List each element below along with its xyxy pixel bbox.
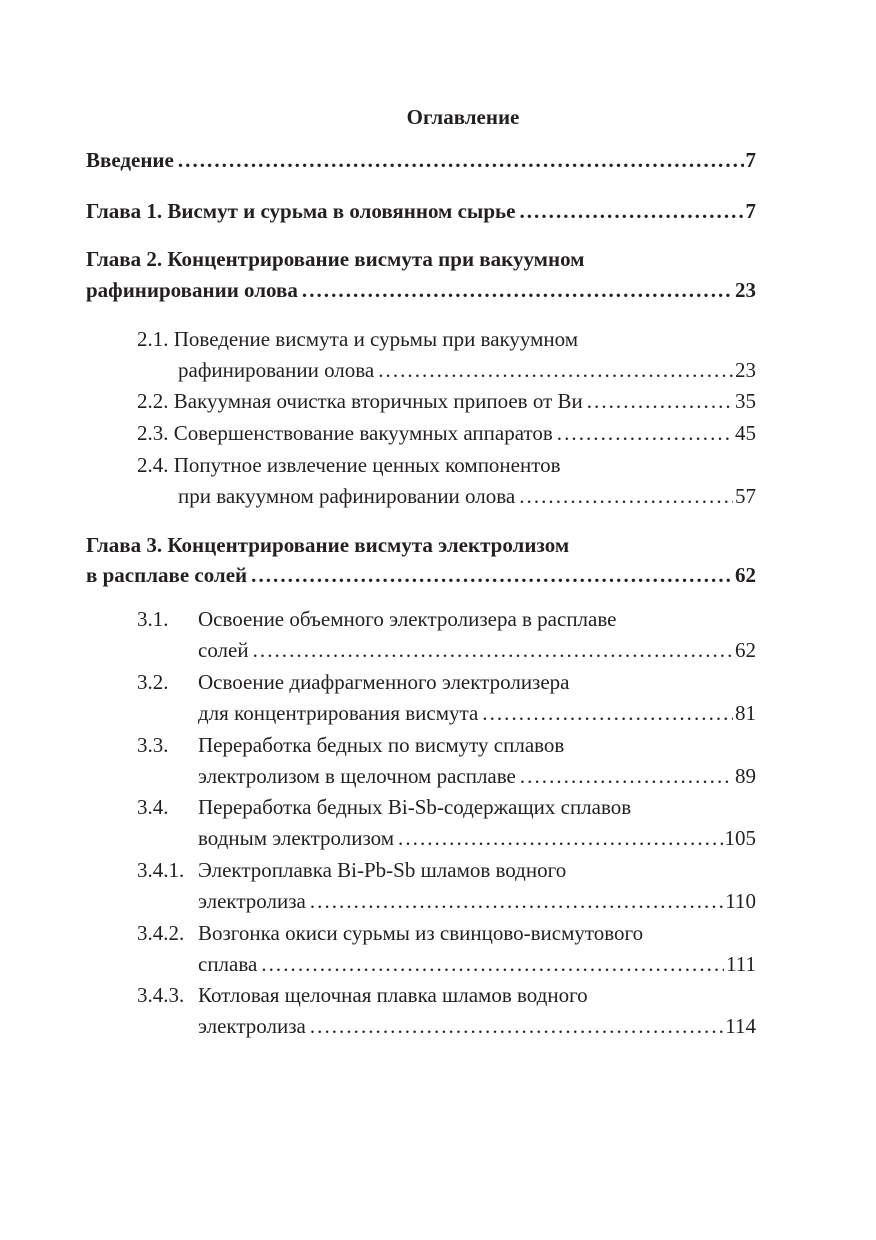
toc-entry-3-1[interactable] xyxy=(137,604,756,634)
toc-entry-3-4-3-cont[interactable] xyxy=(198,1011,756,1041)
toc-page-number: 111 xyxy=(726,952,756,976)
toc-entry-chapter-2[interactable] xyxy=(86,244,756,274)
dot-leader xyxy=(378,355,733,385)
toc-entry-title-cont: водным электролизом xyxy=(198,826,395,850)
toc-entry-2-1[interactable] xyxy=(137,324,756,354)
toc-entry-title-cont: в расплаве солей xyxy=(86,563,248,587)
toc-entry-2-4-cont[interactable] xyxy=(178,481,756,511)
toc-page-number: 114 xyxy=(725,1014,756,1038)
toc-entry-title: Котловая щелочная плавка шламов водного xyxy=(198,983,588,1007)
toc-entry-title: Совершенствование вакуумных аппаратов xyxy=(173,421,553,445)
toc-entry-2-2[interactable] xyxy=(137,386,756,416)
section-number: 2.3. xyxy=(137,421,169,445)
toc-entry-title-cont: электролиза xyxy=(198,1014,306,1038)
toc-page-number: 57 xyxy=(735,484,756,508)
toc-entry-3-4-1[interactable] xyxy=(137,855,756,885)
toc-page-number: 7 xyxy=(745,199,756,223)
toc-entry-title: Глава 1. Висмут и сурьма в оловянном сырье xyxy=(86,199,516,223)
toc-entry-2-4[interactable] xyxy=(137,450,756,480)
toc-entry-title: Возгонка окиси сурьмы из свинцово-висмутового xyxy=(198,921,644,945)
toc-entry-3-4-cont[interactable] xyxy=(198,823,756,853)
toc-entry-chapter-3-cont[interactable] xyxy=(86,560,756,590)
dot-leader xyxy=(519,481,733,511)
toc-page-number: 105 xyxy=(724,826,756,850)
toc-entry-chapter-1[interactable] xyxy=(86,196,756,226)
toc-entry-chapter-2-cont[interactable] xyxy=(86,275,756,305)
toc-entry-title-cont: электролизом в щелочном расплаве xyxy=(198,764,516,788)
toc-entry-title: Введение xyxy=(86,148,174,172)
toc-entry-title-cont: для концентрирования висмута xyxy=(198,701,479,725)
section-number: 3.3. xyxy=(137,733,169,757)
toc-page-number: 110 xyxy=(725,889,756,913)
toc-entry-title: Переработка бедных Bi-Sb-содержащих сплавов xyxy=(198,795,632,819)
toc-entry-3-4[interactable] xyxy=(137,792,756,822)
dot-leader xyxy=(587,386,733,416)
toc-entry-title: Освоение диафрагменного электролизера xyxy=(198,670,570,694)
toc-entry-title: Переработка бедных по висмуту сплавов xyxy=(198,733,565,757)
dot-leader xyxy=(519,196,743,226)
toc-entry-intro[interactable] xyxy=(86,145,756,175)
toc-entry-title-cont: электролиза xyxy=(198,889,306,913)
dot-leader xyxy=(482,698,733,728)
section-number: 2.4. xyxy=(137,453,169,477)
toc-entry-3-4-1-cont[interactable] xyxy=(198,886,756,916)
toc-entry-2-1-cont[interactable] xyxy=(178,355,756,385)
toc-entry-3-4-2-cont[interactable] xyxy=(198,949,756,979)
toc-page-number: 35 xyxy=(735,389,756,413)
dot-leader xyxy=(178,145,744,175)
toc-entry-2-3[interactable] xyxy=(137,418,756,448)
toc-entry-title-cont: рафинировании олова xyxy=(86,278,298,302)
toc-entry-title-cont: сплава xyxy=(198,952,258,976)
toc-entry-3-3-cont[interactable] xyxy=(198,761,756,791)
toc-entry-3-4-3[interactable] xyxy=(137,980,756,1010)
toc-entry-chapter-3[interactable] xyxy=(86,530,756,560)
toc-entry-3-4-2[interactable] xyxy=(137,918,756,948)
dot-leader xyxy=(253,635,733,665)
toc-entry-title: Попутное извлечение ценных компонентов xyxy=(173,453,561,477)
section-number: 3.4.1. xyxy=(137,858,185,882)
toc-page-number: 89 xyxy=(735,764,756,788)
toc-page-number: 62 xyxy=(735,563,756,587)
dot-leader xyxy=(557,418,733,448)
toc-entry-title: Поведение висмута и сурьмы при вакуумном xyxy=(173,327,579,351)
dot-leader xyxy=(520,761,733,791)
section-number: 3.4.3. xyxy=(137,983,185,1007)
toc-entry-3-3[interactable] xyxy=(137,730,756,760)
dot-leader xyxy=(251,560,733,590)
toc-entry-title: Освоение объемного электролизера в расплаве xyxy=(198,607,617,631)
toc-entry-3-2[interactable] xyxy=(137,667,756,697)
section-number: 3.1. xyxy=(137,607,169,631)
section-number: 3.2. xyxy=(137,670,169,694)
dot-leader xyxy=(310,886,723,916)
toc-page-number: 62 xyxy=(735,638,756,662)
toc-entry-title-cont: солей xyxy=(198,638,249,662)
toc-entry-title: Вакуумная очистка вторичных припоев от Ви xyxy=(173,389,583,413)
dot-leader xyxy=(302,275,733,305)
dot-leader xyxy=(310,1011,723,1041)
section-number: 2.2. xyxy=(137,389,169,413)
toc-page-number: 23 xyxy=(735,278,756,302)
dot-leader xyxy=(261,949,724,979)
toc-page-number: 23 xyxy=(735,358,756,382)
toc-entry-title-cont: при вакуумном рафинировании олова xyxy=(178,484,516,508)
toc-page-number: 45 xyxy=(735,421,756,445)
section-number: 2.1. xyxy=(137,327,169,351)
section-number: 3.4.2. xyxy=(137,921,185,945)
toc-entry-title: Глава 2. Концентрирование висмута при вакуумном xyxy=(86,247,585,271)
dot-leader xyxy=(398,823,722,853)
toc-entry-title: Глава 3. Концентрирование висмута электролизом xyxy=(86,533,570,557)
toc-entry-3-1-cont[interactable] xyxy=(198,635,756,665)
toc-entry-title: Электроплавка Bi-Pb-Sb шламов водного xyxy=(198,858,567,882)
page-title: Оглавление xyxy=(406,105,520,129)
toc-page-number: 7 xyxy=(745,148,756,172)
toc-page-number: 81 xyxy=(735,701,756,725)
section-number: 3.4. xyxy=(137,795,169,819)
toc-entry-title-cont: рафинировании олова xyxy=(178,358,375,382)
toc-entry-3-2-cont[interactable] xyxy=(198,698,756,728)
